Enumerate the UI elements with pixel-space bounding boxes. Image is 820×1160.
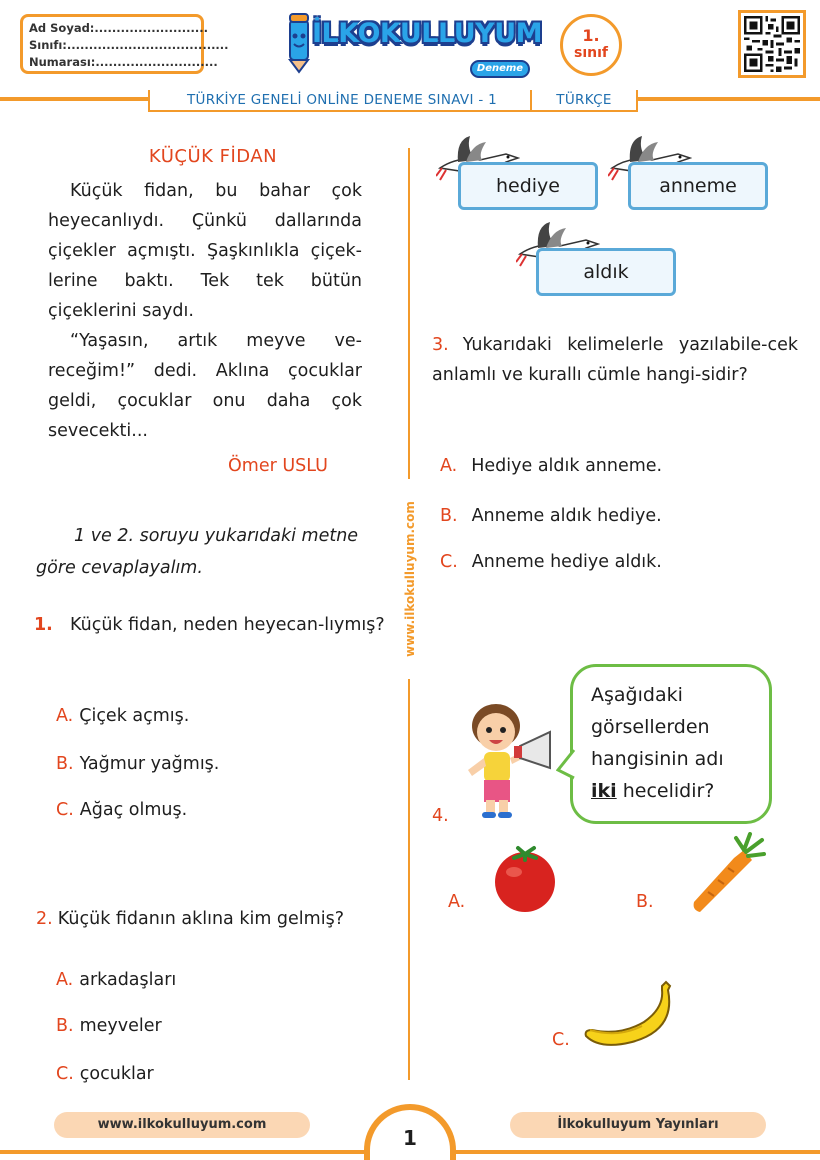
story-paragraph: “Yaşasın, artık meyve ve-receğim!” dedi. Aklına çocuklar geldi, çocuklar onu daha çok sevecekti... [48,331,362,441]
brand-logo [282,12,542,82]
story-text [48,176,362,446]
word-card: aldık [536,248,676,296]
instruction-text: 1 ve 2. soruyu yukarıdaki metne göre cevaplayalım. [36,526,359,578]
number-field: Numarası:............................ [29,55,218,69]
question-3 [432,330,798,390]
logo-text: İLKOKULLUYUM [312,18,542,49]
question-text: Küçük fidanın aklına kim gelmiş? [57,909,344,929]
q1-option-c[interactable]: C. Ağaç olmuş. [56,800,188,820]
word-card: anneme [628,162,768,210]
question-number: 4. [432,806,449,826]
q4-option-b[interactable]: B. [636,892,654,912]
tomato-icon[interactable] [490,844,560,914]
deneme-badge: Deneme [470,60,530,78]
q1-option-b[interactable]: B. Yağmur yağmış. [56,754,220,774]
question-2 [36,904,396,934]
banana-icon[interactable] [580,980,676,1052]
grade-label: sınıf [574,45,608,61]
question-text: Küçük fidan, neden heyecan-lıymış? [70,615,385,635]
q2-option-b[interactable]: B. meyveler [56,1016,162,1036]
grade-badge [560,14,622,76]
question-number: 3. [432,335,449,355]
footer-publisher: İlkokulluyum Yayınları [510,1112,766,1138]
q4-option-c[interactable]: C. [552,1030,570,1050]
q2-option-c[interactable]: C. çocuklar [56,1064,154,1084]
emphasis-word: iki [591,780,617,802]
boy-with-megaphone-icon [462,696,554,820]
question-text: Yukarıdaki kelimelerle yazılabile-cek anlamlı ve kurallı cümle hangi-sidir? [432,335,798,385]
story-author: Ömer USLU [228,456,328,476]
speech-bubble: Aşağıdaki görsellerden hangisinin adı iki hecelidir? [570,664,772,824]
word-card: hediye [458,162,598,210]
exam-title: TÜRKİYE GENELİ ONLİNE DENEME SINAVI - 1 [187,92,497,108]
exam-subject: TÜRKÇE [556,92,612,108]
student-info-box [20,14,229,74]
story-title: KÜÇÜK FİDAN [148,146,278,167]
q3-option-c[interactable]: C. Anneme hediye aldık. [440,552,662,572]
question-1 [34,610,386,640]
grade-number: 1. [582,26,600,45]
q1-option-a[interactable]: A. Çiçek açmış. [56,706,190,726]
q2-option-a[interactable]: A. arkadaşları [56,970,177,990]
q4-option-a[interactable]: A. [448,892,466,912]
story-paragraph: Küçük fidan, bu bahar çok heyecanlıydı. Çünkü dallarında çiçekler açmıştı. Şaşkınlıkla çiçek-lerine baktı. Tek tek bütün çiçeklerini saydı. [48,181,362,321]
carrot-icon[interactable] [688,832,766,914]
q3-option-a[interactable]: A. Hediye aldık anneme. [440,456,663,476]
pencil-mascot-icon [282,12,316,74]
page-number: 1 [364,1104,456,1160]
qr-code-icon[interactable] [738,10,806,78]
speech-bubble-tail-icon [556,748,576,784]
question-number: 2. [36,909,53,929]
exam-title-bar [148,90,638,112]
exam-title-separator [530,90,532,110]
q3-option-b[interactable]: B. Anneme aldık hediye. [440,506,662,526]
name-field: Ad Soyad:.......................... [29,21,208,35]
footer-website[interactable]: www.ilkokulluyum.com [54,1112,310,1138]
question-number: 1. [34,615,53,635]
class-field: Sınıfı:..................................... [29,38,229,52]
